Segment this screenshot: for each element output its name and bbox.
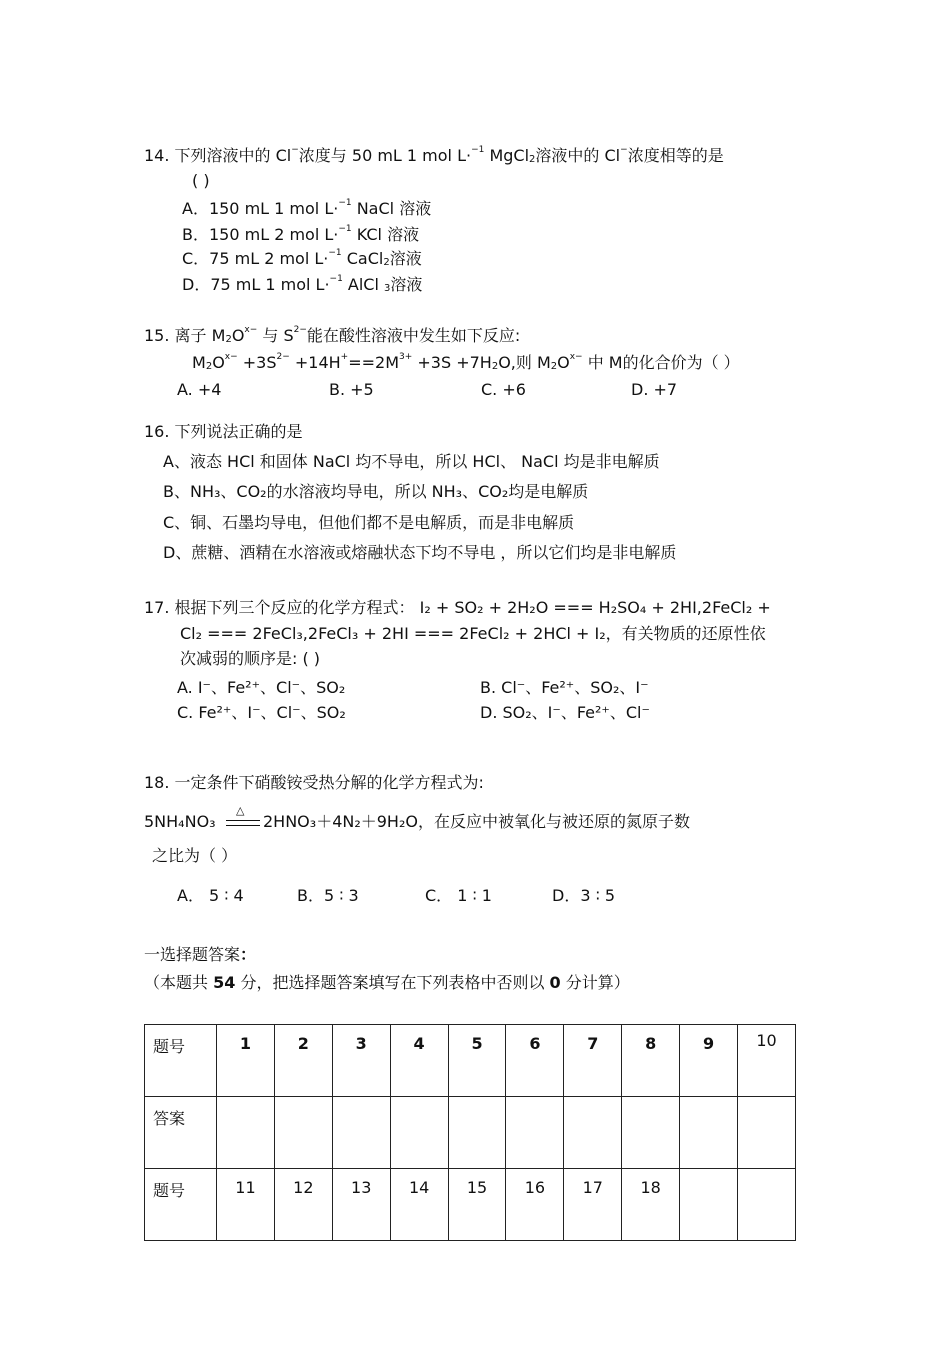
question-number-cell: 7 <box>564 1025 622 1097</box>
question-number-cell: 6 <box>506 1025 564 1097</box>
question-number-cell: 5 <box>448 1025 506 1097</box>
question-number-cell: 10 <box>738 1025 796 1097</box>
question-number-cell: 18 <box>622 1169 680 1241</box>
q14-option-c: C．75 mL 2 mol L·$^{-1}$ CaCl$_2$溶液 <box>182 248 422 268</box>
q17-option-d: D. SO₂、I⁻、Fe²⁺、Cl⁻ <box>480 703 650 722</box>
q18-option-a: A． 5 ∶ 4 <box>177 886 244 905</box>
answer-table <box>144 1024 796 1241</box>
q14-option-a: A．150 mL 1 mol L·$^{-1}$ NaCl 溶液 <box>182 198 432 218</box>
q15-option-d: D. +7 <box>631 380 678 399</box>
q18-equation-left: 5NH₄NO₃ <box>144 812 216 831</box>
table-row <box>145 1097 796 1169</box>
question-number-cell: 4 <box>390 1025 448 1097</box>
question-number-cell: 3 <box>332 1025 390 1097</box>
q18-option-c: C． 1 ∶ 1 <box>425 886 492 905</box>
answer-section-title: 一选择题答案： <box>144 945 257 964</box>
question-number-cell: 15 <box>448 1169 506 1241</box>
equals-line-top <box>226 820 260 821</box>
q18-line-3: 之比为（ ） <box>152 846 238 865</box>
q15-option-b: B. +5 <box>329 380 374 399</box>
question-number-cell: 1 <box>217 1025 275 1097</box>
q17-line-3: 次减弱的顺序是: ( ) <box>180 649 321 668</box>
q15-option-c: C. +6 <box>481 380 526 399</box>
q14-stem: 14. 下列溶液中的 Cl−浓度与 50 mL 1 mol L·$^{-1}$ MgCl$_2$溶液中的 Cl−浓度相等的是 <box>144 145 724 165</box>
question-number-cell: 13 <box>332 1169 390 1241</box>
answer-cell[interactable] <box>217 1097 275 1169</box>
q17-line-2: Cl₂ === 2FeCl₃,2FeCl₃ + 2HI === 2FeCl₂ + 2HCl + I₂，有关物质的还原性依 <box>180 624 766 643</box>
question-number-cell: 12 <box>274 1169 332 1241</box>
q17-option-b: B. Cl⁻、Fe²⁺、SO₂、I⁻ <box>480 678 649 697</box>
answer-cell[interactable] <box>332 1097 390 1169</box>
heat-condition-icon: △ <box>236 804 245 817</box>
row-label: 题号 <box>145 1169 217 1241</box>
q14-option-d: D．75 mL 1 mol L·$^{-1}$ AlCl $_3$溶液 <box>182 274 423 294</box>
q14-option-b: B．150 mL 2 mol L·$^{-1}$ KCl 溶液 <box>182 224 420 244</box>
equals-line-bottom <box>226 825 260 826</box>
question-number-cell: 16 <box>506 1169 564 1241</box>
q18-option-d: D．3 ∶ 5 <box>552 886 616 905</box>
q18-option-b: B．5 ∶ 3 <box>297 886 359 905</box>
question-number-cell: 2 <box>274 1025 332 1097</box>
q18-equation-right: 2HNO₃＋4N₂＋9H₂O，在反应中被氧化与被还原的氮原子数 <box>263 812 690 831</box>
question-number-cell: 8 <box>622 1025 680 1097</box>
q16-option-d: D、蔗糖、酒精在水溶液或熔融状态下均不导电 ，所以它们均是非电解质 <box>163 543 677 562</box>
answer-cell[interactable] <box>680 1097 738 1169</box>
q17-line-1: 17. 根据下列三个反应的化学方程式： I₂ + SO₂ + 2H₂O === H₂SO₄ + 2HI,2FeCl₂ + <box>144 598 771 617</box>
answer-cell[interactable] <box>390 1097 448 1169</box>
answer-section-note: （本题共 54 分，把选择题答案填写在下列表格中否则以 0 分计算） <box>144 973 630 992</box>
question-number-cell: 14 <box>390 1169 448 1241</box>
answer-cell[interactable] <box>564 1097 622 1169</box>
row-label: 题号 <box>145 1025 217 1097</box>
q15-stem: 15. 离子 $M_2O^{x-}$ 与 $S^{2-}$能在酸性溶液中发生如下反应: <box>144 325 521 345</box>
q15-equation: $M_2O^{x-} +3S^{2-} +14H^+==2M^{3+} +3S +7H_2O$,则 $M_2O^{x-}$ 中 M的化合价为（ ） <box>192 352 740 372</box>
answer-cell[interactable] <box>274 1097 332 1169</box>
q17-option-a: A. I⁻、Fe²⁺、Cl⁻、SO₂ <box>177 678 346 697</box>
table-row <box>145 1025 796 1097</box>
q16-option-a: A、液态 HCl 和固体 NaCl 均不导电，所以 HCl、 NaCl 均是非电解质 <box>163 452 660 471</box>
question-number-cell: 9 <box>680 1025 738 1097</box>
q15-option-a: A. +4 <box>177 380 222 399</box>
answer-cell[interactable] <box>448 1097 506 1169</box>
q16-stem: 16. 下列说法正确的是 <box>144 422 303 441</box>
q16-option-b: B、NH₃、CO₂的水溶液均导电，所以 NH₃、CO₂均是电解质 <box>163 482 589 501</box>
answer-cell[interactable] <box>506 1097 564 1169</box>
q16-option-c: C、铜、石墨均导电，但他们都不是电解质，而是非电解质 <box>163 513 575 532</box>
q17-option-c: C. Fe²⁺、I⁻、Cl⁻、SO₂ <box>177 703 346 722</box>
q18-stem: 18. 一定条件下硝酸铵受热分解的化学方程式为: <box>144 773 484 792</box>
question-number-cell <box>738 1169 796 1241</box>
answer-cell[interactable] <box>622 1097 680 1169</box>
question-number-cell: 17 <box>564 1169 622 1241</box>
q14-paren: ( ) <box>192 171 210 190</box>
question-number-cell <box>680 1169 738 1241</box>
answer-cell[interactable] <box>738 1097 796 1169</box>
table-row <box>145 1169 796 1241</box>
row-label: 答案 <box>145 1097 217 1169</box>
question-number-cell: 11 <box>217 1169 275 1241</box>
